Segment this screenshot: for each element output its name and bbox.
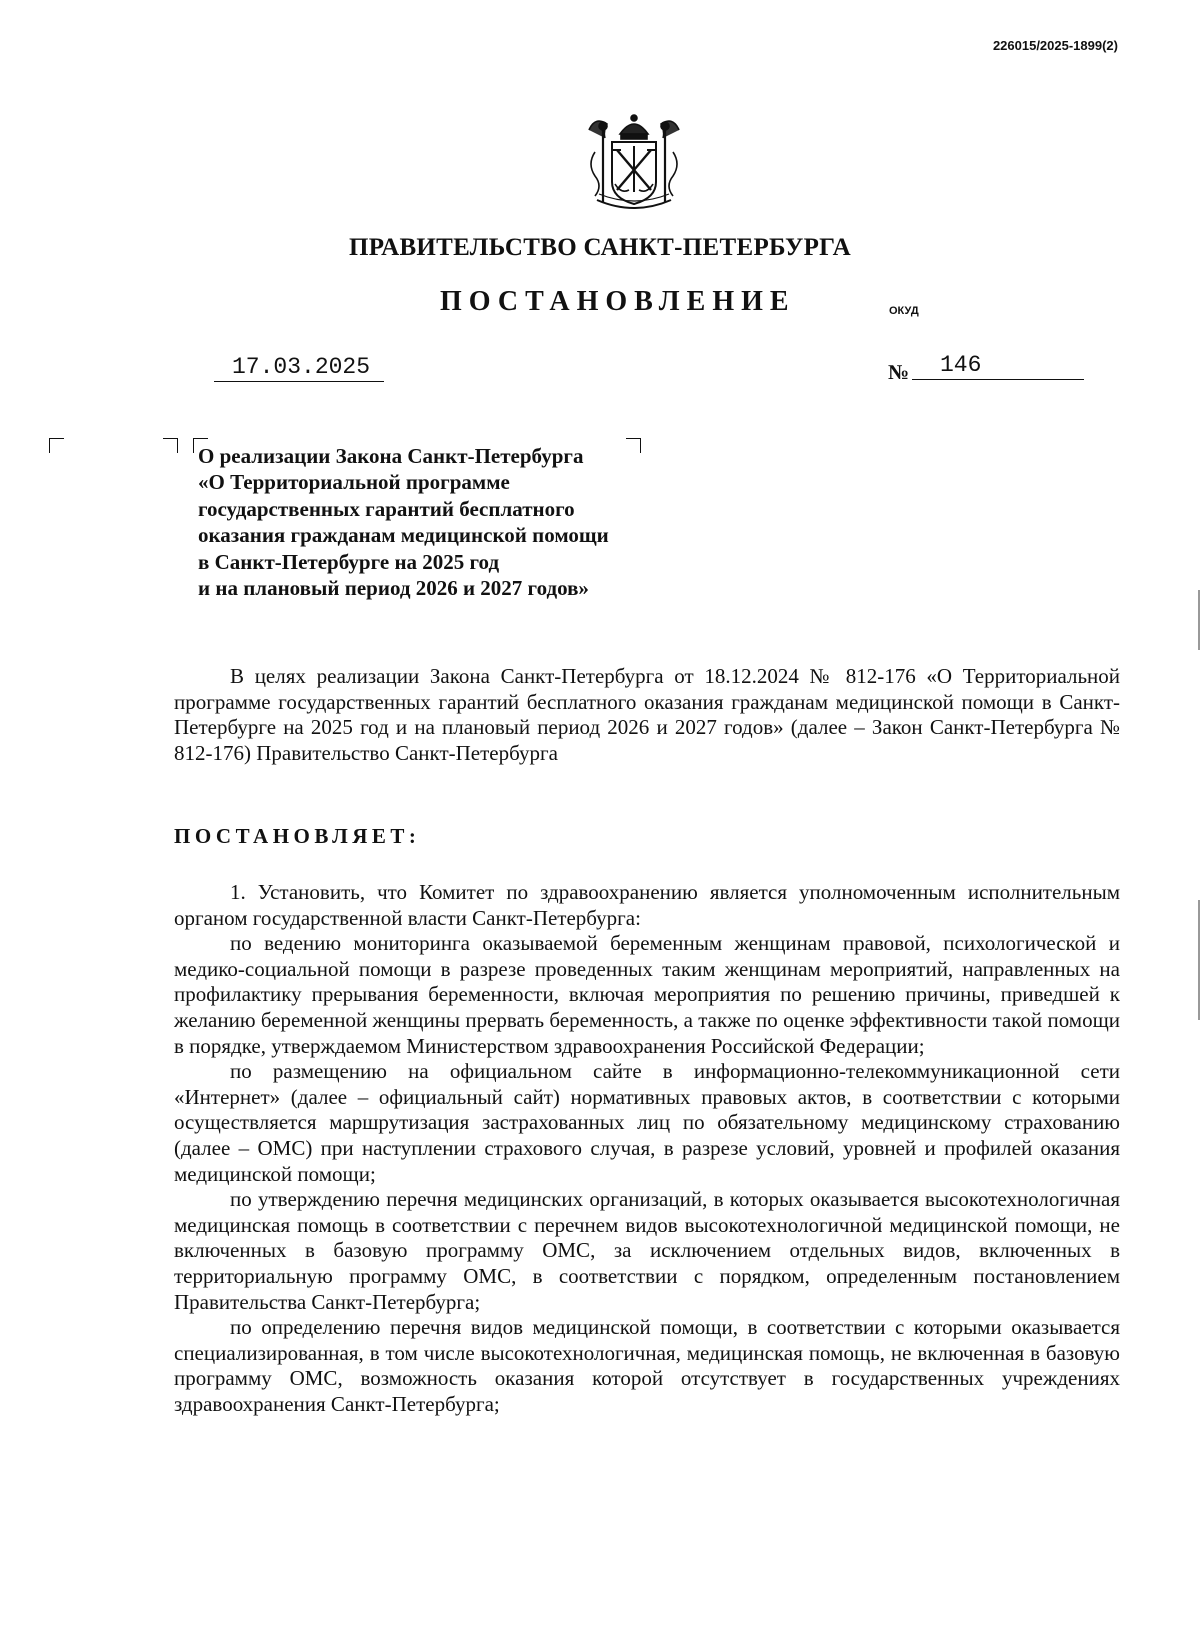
- preamble-section: [174, 664, 1120, 766]
- decree-heading: ПОСТАНОВЛЯЕТ:: [174, 824, 421, 848]
- clause-paragraph: по определению перечня видов медицинской помощи, в соответствии с которыми оказывается специализированная, в том числе высокотехнологичная, медицинская помощь, не включенная в базовую программу ОМС, возможность оказания которой отсутствует в государственных учреждениях здравоохранения Санкт-Петербурга;: [174, 1315, 1120, 1416]
- coat-of-arms-emblem: [579, 112, 689, 212]
- document-date: 17.03.2025: [214, 353, 384, 382]
- subject-line: государственных гарантий бесплатного: [198, 496, 575, 521]
- subject-line: в Санкт-Петербурге на 2025 год: [198, 549, 500, 574]
- clause-paragraph: по утверждению перечня медицинских организаций, в которых оказывается высокотехнологичная медицинская помощь в соответствии с перечнем видов высокотехнологичной медицинской помощи, не включенных в базовую программу ОМС, за исключением отдельных видов, включенных в территориальную программу ОМС, в соответствии с порядком, определенным постановлением Правительства Санкт-Петербурга;: [174, 1187, 1120, 1314]
- document-subject: [198, 443, 718, 601]
- clause-paragraph: по размещению на официальном сайте в информационно-телекоммуникационной сети «Интернет» (далее – официальный сайт) нормативных правовых актов, в соответствии с которыми осуществляется маршрутизация застрахованных лиц по обязательному медицинскому страхованию (далее – ОМС) при наступлении страхового случая, в разрезе условий, уровней и профилей оказания медицинской помощи;: [174, 1059, 1120, 1186]
- number-sign: №: [888, 360, 910, 384]
- clauses-section: [174, 880, 1120, 1417]
- government-title: ПРАВИТЕЛЬСТВО САНКТ-ПЕТЕРБУРГА: [348, 234, 852, 261]
- document-number: 146: [912, 351, 1084, 380]
- preamble-paragraph: В целях реализации Закона Санкт-Петербурга от 18.12.2024 № 812-176 «О Территориальной программе государственных гарантий бесплатного оказания гражданам медицинской помощи в Санкт-Петербурге на 2025 год и на плановый период 2026 и 2027 годов» (далее – Закон Санкт-Петербурга № 812-176) Правительство Санкт-Петербурга: [174, 664, 1120, 765]
- subject-line: О реализации Закона Санкт-Петербурга: [198, 444, 584, 468]
- corner-mark: [163, 438, 178, 453]
- clause-paragraph: 1. Установить, что Комитет по здравоохранению является уполномоченным исполнительным органом государственной власти Санкт-Петербурга:: [174, 880, 1120, 930]
- subject-line: оказания гражданам медицинской помощи: [198, 523, 609, 548]
- document-type-heading: ПОСТАНОВЛЕНИЕ: [440, 286, 796, 317]
- subject-line: «О Территориальной программе: [198, 470, 510, 495]
- subject-line: и на плановый период 2026 и 2027 годов»: [198, 576, 589, 601]
- okud-label: ОКУД: [889, 305, 919, 317]
- clause-paragraph: по ведению мониторинга оказываемой беременным женщинам правовой, психологической и медико-социальной помощи в разрезе проведенных таким женщинам мероприятий, направленных на профилактику прерывания беременности, включая мероприятия по решению причины, приведшей к желанию беременной женщины прервать беременность, а также по оценке эффективности такой помощи в порядке, утверждаемом Министерством здравоохранения Российской Федерации;: [174, 931, 1120, 1058]
- coat-of-arms-icon: [579, 112, 689, 212]
- document-registration-number: 226015/2025-1899(2): [992, 38, 1118, 53]
- corner-mark: [49, 438, 64, 453]
